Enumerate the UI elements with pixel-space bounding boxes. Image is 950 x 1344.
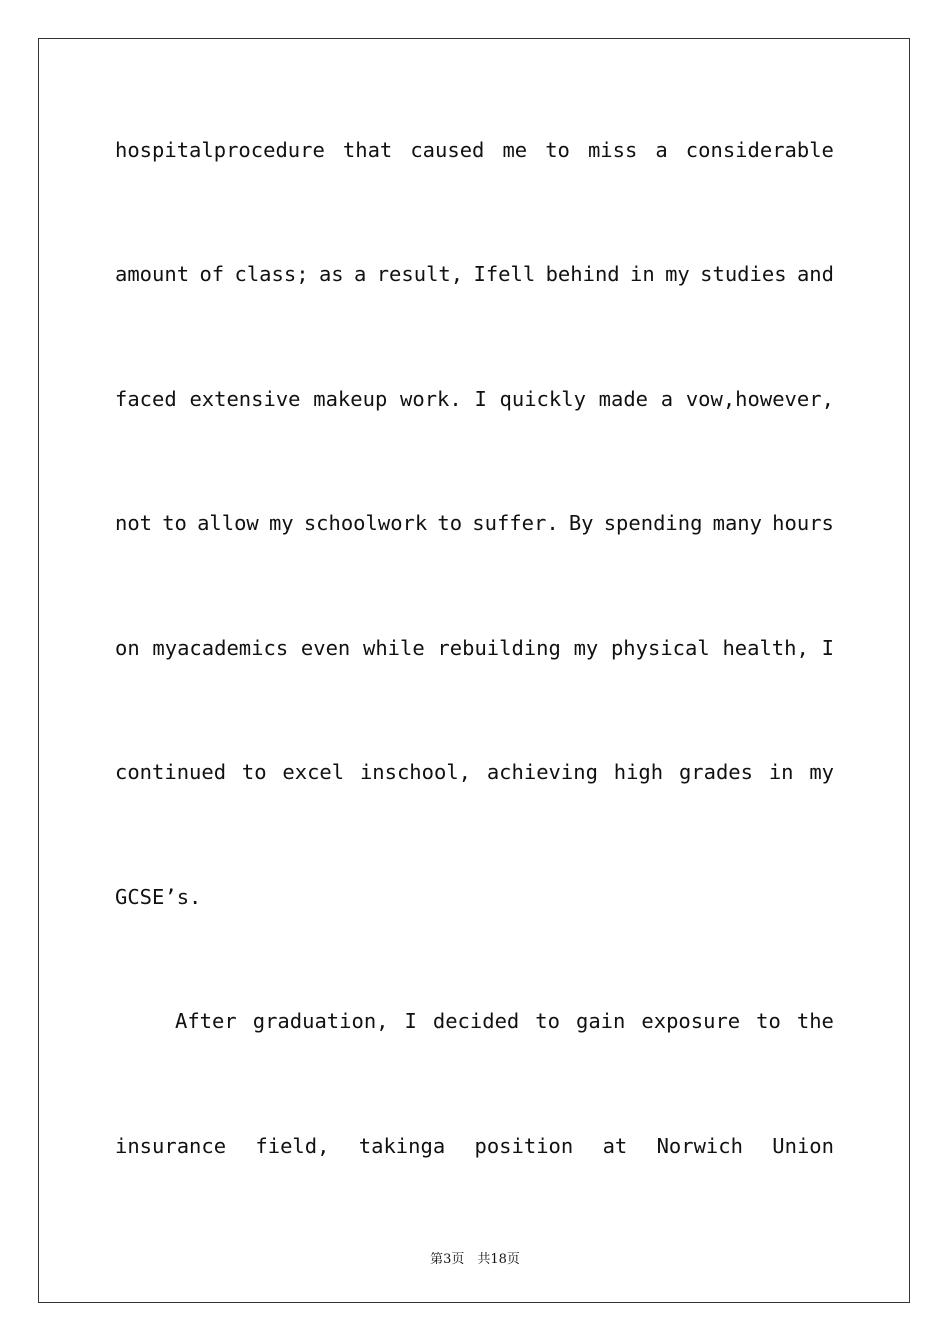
word: schoolwork (303, 511, 428, 535)
word: my (573, 636, 599, 660)
word: graduation, (252, 1009, 389, 1033)
word: myacademics (152, 636, 289, 660)
word: hospitalprocedure (115, 138, 325, 162)
word: position (474, 1134, 574, 1158)
word: my (268, 511, 294, 535)
word: caused (410, 138, 485, 162)
word: work. (400, 387, 462, 411)
word: I (821, 636, 834, 660)
word: Union (772, 1134, 834, 1158)
word: to (535, 1009, 560, 1033)
word: Ifell (473, 262, 536, 286)
word: I (474, 387, 487, 411)
text-line-7: GCSE’s. (115, 885, 202, 909)
word: hours (772, 511, 834, 535)
word: at (602, 1134, 628, 1158)
word: inschool, (359, 760, 472, 784)
word: my (665, 262, 690, 286)
word: to (756, 1009, 781, 1033)
word: rebuilding (437, 636, 561, 660)
text-line-6 (115, 758, 834, 786)
word: I (404, 1009, 417, 1033)
word: Norwich (656, 1134, 743, 1158)
text-line-9 (115, 1132, 834, 1160)
word: field, (255, 1134, 330, 1158)
word: to (437, 511, 463, 535)
word: in (630, 262, 655, 286)
word: allow (197, 511, 259, 535)
word: behind (545, 262, 620, 286)
word: even (300, 636, 351, 660)
word: makeup (313, 387, 388, 411)
word: while (362, 636, 425, 660)
paragraph-start-line (115, 1007, 834, 1035)
word: continued (115, 760, 227, 784)
word: amount (115, 262, 190, 286)
word: studies (700, 262, 787, 286)
word: After (175, 1009, 237, 1033)
word: made (598, 387, 649, 411)
word: on (115, 636, 140, 660)
text-line-1 (115, 136, 834, 164)
word: to (241, 760, 267, 784)
word: not (115, 511, 153, 535)
word: miss (587, 138, 638, 162)
text-line-4 (115, 509, 834, 537)
word: takinga (358, 1134, 446, 1158)
word: physical (610, 636, 710, 660)
word: to (162, 511, 187, 535)
text-line-5 (115, 634, 834, 662)
word: health, (722, 636, 809, 660)
text-line-3 (115, 385, 834, 413)
word: extensive (189, 387, 301, 411)
word: high (613, 760, 664, 784)
word: gain (576, 1009, 626, 1033)
word: a (655, 138, 668, 162)
word: my (809, 760, 834, 784)
word: a (660, 387, 674, 411)
word: a (354, 262, 367, 286)
word: excel (282, 760, 345, 784)
word: and (796, 262, 834, 286)
page-number-footer: 第3页 共18页 (430, 1252, 520, 1267)
word: class; (234, 262, 309, 286)
word: many (712, 511, 762, 535)
text-line-2 (115, 260, 834, 288)
word: By (568, 511, 594, 535)
word: the (796, 1009, 834, 1033)
word: suffer. (472, 511, 559, 535)
word: result, (376, 262, 464, 286)
word: insurance (115, 1134, 227, 1158)
word: achieving (486, 760, 598, 784)
word: of (199, 262, 225, 286)
word: me (502, 138, 528, 162)
word: in (768, 760, 794, 784)
word: decided (432, 1009, 520, 1033)
word: exposure (641, 1009, 741, 1033)
word: to (545, 138, 570, 162)
word: as (318, 262, 344, 286)
word: grades (678, 760, 753, 784)
word: that (342, 138, 393, 162)
word: quickly (499, 387, 586, 411)
word: faced (115, 387, 177, 411)
word: vow,however, (685, 387, 834, 411)
word: spending (603, 511, 703, 535)
word: considerable (685, 138, 834, 162)
page-border (38, 38, 910, 1303)
